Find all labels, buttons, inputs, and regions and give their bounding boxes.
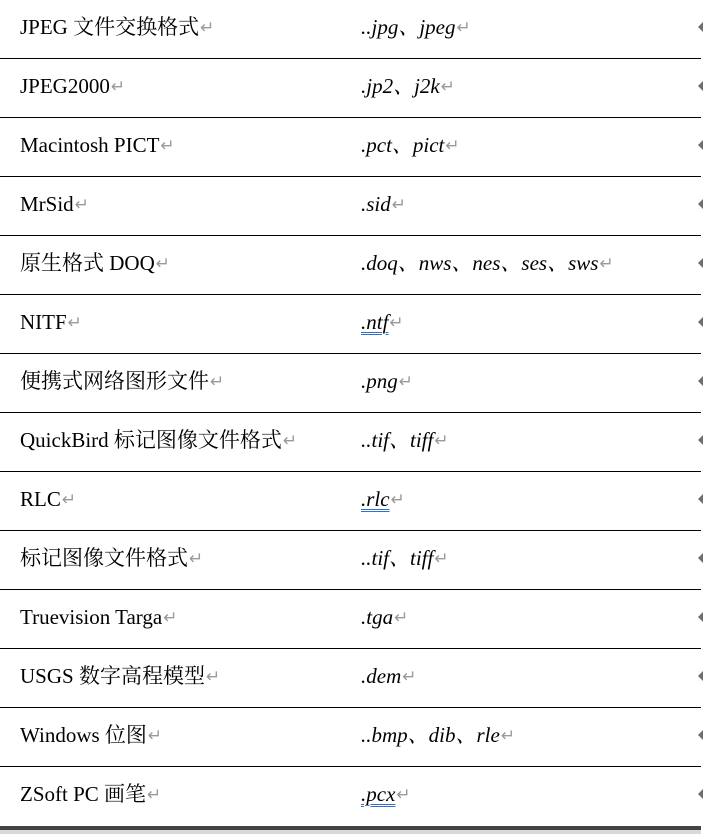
- format-name-cell[interactable]: [20, 236, 170, 294]
- extension-cell[interactable]: [361, 59, 455, 117]
- table-row: [0, 767, 701, 826]
- paragraph-mark-icon: ↵: [398, 372, 413, 392]
- format-name-cell[interactable]: [20, 118, 175, 176]
- extension-text: ..tif、tiff: [361, 546, 434, 570]
- format-name-cell[interactable]: [20, 354, 224, 412]
- cell-end-marker-icon: [698, 553, 703, 563]
- format-name-cell[interactable]: [20, 767, 161, 825]
- format-name-cell[interactable]: [20, 708, 162, 766]
- cell-end-marker-icon: [698, 671, 703, 681]
- extension-text: .ntf: [361, 310, 389, 334]
- format-name-cell[interactable]: [20, 472, 76, 530]
- format-name-cell[interactable]: [20, 295, 82, 353]
- table-row: [0, 649, 701, 708]
- extension-cell[interactable]: [361, 531, 449, 589]
- paragraph-mark-icon: ↵: [402, 667, 417, 687]
- format-name: 便携式网络图形文件: [20, 369, 209, 393]
- format-name: ZSoft PC 画笔: [20, 782, 147, 806]
- paragraph-mark-icon: ↵: [500, 726, 516, 746]
- extension-cell[interactable]: [361, 472, 405, 530]
- extension-cell[interactable]: [361, 236, 614, 294]
- paragraph-mark-icon: ↵: [445, 136, 460, 156]
- table-row: [0, 708, 701, 767]
- paragraph-mark-icon: ↵: [456, 18, 471, 38]
- extension-text: .png: [361, 369, 398, 393]
- paragraph-mark-icon: ↵: [189, 549, 204, 569]
- paragraph-mark-icon: ↵: [74, 195, 89, 215]
- paragraph-mark-icon: ↵: [282, 431, 298, 451]
- format-name: QuickBird 标记图像文件格式: [20, 428, 282, 452]
- format-name-cell[interactable]: [20, 590, 177, 648]
- extension-text: .sid: [361, 192, 391, 216]
- extension-cell[interactable]: [361, 118, 460, 176]
- format-name-cell[interactable]: [20, 649, 220, 707]
- format-name: USGS 数字高程模型: [20, 664, 205, 688]
- paragraph-mark-icon: ↵: [391, 195, 407, 215]
- cell-end-marker-icon: [698, 22, 703, 32]
- table-row: [0, 295, 701, 354]
- extension-cell[interactable]: [361, 590, 408, 648]
- table-row: [0, 531, 701, 590]
- format-name: JPEG2000: [20, 74, 110, 98]
- format-name: MrSid: [20, 192, 74, 216]
- cell-end-marker-icon: [698, 199, 703, 209]
- extension-text: .dem: [361, 664, 402, 688]
- extension-cell[interactable]: [361, 0, 471, 58]
- cell-end-marker-icon: [698, 140, 703, 150]
- extension-cell[interactable]: [361, 177, 406, 235]
- format-name: Windows 位图: [20, 723, 147, 747]
- cell-end-marker-icon: [698, 376, 703, 386]
- extension-text: .rlc: [361, 487, 390, 511]
- extension-text: ..bmp、dib、rle: [361, 723, 500, 747]
- cell-end-marker-icon: [698, 81, 703, 91]
- paragraph-mark-icon: ↵: [205, 667, 221, 687]
- format-name: 标记图像文件格式: [20, 546, 188, 570]
- cell-end-marker-icon: [698, 730, 703, 740]
- table-row: [0, 590, 701, 649]
- format-name: 原生格式 DOQ: [20, 251, 155, 275]
- cell-end-marker-icon: [698, 789, 703, 799]
- paragraph-mark-icon: ↵: [155, 254, 170, 274]
- paragraph-mark-icon: ↵: [61, 490, 77, 510]
- paragraph-mark-icon: ↵: [210, 372, 225, 392]
- paragraph-mark-icon: ↵: [147, 726, 163, 746]
- cell-end-marker-icon: [698, 435, 703, 445]
- paragraph-mark-icon: ↵: [200, 18, 215, 38]
- extension-cell[interactable]: [361, 767, 411, 825]
- paragraph-mark-icon: ↵: [389, 313, 404, 333]
- paragraph-mark-icon: ↵: [147, 785, 162, 805]
- table-row: [0, 118, 701, 177]
- format-name-cell[interactable]: [20, 531, 203, 589]
- paragraph-mark-icon: ↵: [163, 608, 178, 628]
- paragraph-mark-icon: ↵: [110, 77, 126, 97]
- cell-end-marker-icon: [698, 317, 703, 327]
- cell-end-marker-icon: [698, 494, 703, 504]
- format-name-cell[interactable]: [20, 177, 89, 235]
- extension-cell[interactable]: [361, 413, 449, 471]
- paragraph-mark-icon: ↵: [396, 785, 411, 805]
- format-name: Macintosh PICT: [20, 133, 160, 157]
- paragraph-mark-icon: ↵: [160, 136, 175, 156]
- extension-text: .doq、nws、nes、ses、sws: [361, 251, 599, 275]
- format-name: JPEG 文件交换格式: [20, 15, 200, 39]
- cell-end-marker-icon: [698, 612, 703, 622]
- extension-text: .jp2、j2k: [361, 74, 440, 98]
- format-name-cell[interactable]: [20, 0, 214, 58]
- table-row: [0, 354, 701, 413]
- paragraph-mark-icon: ↵: [440, 77, 455, 97]
- table-row: [0, 0, 701, 59]
- table-row: [0, 236, 701, 295]
- table-bottom-shade: [0, 830, 701, 834]
- paragraph-mark-icon: ↵: [599, 254, 614, 274]
- cell-end-marker-icon: [698, 258, 703, 268]
- table-row: [0, 177, 701, 236]
- paragraph-mark-icon: ↵: [67, 313, 82, 333]
- paragraph-mark-icon: ↵: [390, 490, 405, 510]
- format-name: RLC: [20, 487, 61, 511]
- paragraph-mark-icon: ↵: [434, 549, 449, 569]
- extension-cell[interactable]: [361, 295, 404, 353]
- table-row: [0, 59, 701, 118]
- paragraph-mark-icon: ↵: [394, 608, 409, 628]
- format-name-cell[interactable]: [20, 59, 125, 117]
- format-name: Truevision Targa: [20, 605, 163, 629]
- format-name-cell[interactable]: [20, 413, 297, 471]
- extension-text: ..tif、tiff: [361, 428, 434, 452]
- extension-text: .pct、pict: [361, 133, 445, 157]
- extension-cell[interactable]: [361, 649, 417, 707]
- extension-cell[interactable]: [361, 354, 413, 412]
- extension-text: .tga: [361, 605, 394, 629]
- extension-cell[interactable]: [361, 708, 515, 766]
- extension-text: ..jpg、jpeg: [361, 15, 456, 39]
- table-row: [0, 413, 701, 472]
- table-row: [0, 472, 701, 531]
- extension-text: .pcx: [361, 782, 396, 806]
- paragraph-mark-icon: ↵: [434, 431, 449, 451]
- format-name: NITF: [20, 310, 67, 334]
